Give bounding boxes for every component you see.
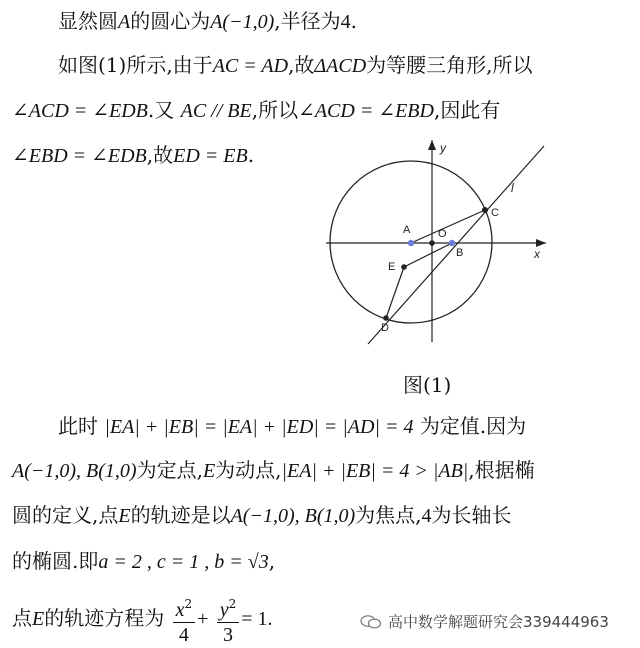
point-D — [383, 315, 389, 321]
label-B: B — [456, 247, 464, 259]
math: A(−1,0) — [210, 11, 275, 33]
label-D: D — [381, 322, 389, 334]
t: 点 — [12, 606, 32, 630]
math: 2 — [184, 597, 193, 611]
t: 此时 — [58, 414, 98, 438]
t: . — [350, 9, 357, 33]
label-E: E — [388, 261, 396, 273]
math: 3 — [223, 624, 234, 646]
watermark-text: 高中数学解题研究会339444963 — [388, 613, 609, 631]
t: 为定点, — [136, 458, 203, 482]
math: A(−1,0), B(1,0) — [12, 460, 137, 482]
watermark — [360, 611, 609, 632]
math: x — [175, 599, 185, 621]
math: 4 — [421, 505, 432, 527]
wechat-icon — [360, 615, 382, 629]
t: 的圆心为 — [130, 9, 211, 33]
math: AC = AD — [212, 55, 289, 77]
point-B — [449, 240, 455, 246]
t: 为等腰三角形,所以 — [366, 53, 533, 77]
label-A: A — [403, 224, 411, 236]
t: . — [247, 143, 255, 167]
math: E — [32, 608, 45, 630]
text-line-7 — [12, 502, 512, 529]
label-l: l — [511, 181, 514, 195]
t: ,根据椭 — [468, 458, 535, 482]
text-line-8 — [12, 548, 275, 575]
math: A — [118, 11, 131, 33]
fraction-y2-over-3 — [217, 592, 240, 647]
line-l — [368, 146, 544, 344]
figure-caption: 图(1) — [403, 373, 452, 397]
math: |EA| + |EB| = 4 > |AB| — [281, 460, 469, 482]
y-axis-arrow — [428, 140, 436, 150]
label-C: C — [491, 207, 499, 219]
math: 4 — [178, 624, 189, 646]
point-E — [401, 264, 407, 270]
t: ,故 — [288, 53, 315, 77]
math: ED = EB — [173, 145, 248, 167]
label-y: y — [440, 141, 446, 155]
t: 如图(1)所示,由于 — [58, 53, 213, 77]
label-x: x — [534, 247, 540, 261]
t: .又 — [147, 98, 175, 122]
text-line-9 — [12, 592, 273, 647]
t: 的椭圆.即 — [12, 549, 99, 573]
math: |EA| + |EB| = |EA| + |ED| = |AD| = 4 — [104, 416, 414, 438]
math: ∠ACD = ∠EBD — [298, 100, 434, 122]
t: 为定值.因为 — [419, 414, 527, 438]
math: a = 2 , c = 1 , b = √3 — [98, 551, 269, 573]
t: 显然圆 — [58, 9, 118, 33]
math: y — [219, 599, 229, 621]
t: ,因此有 — [433, 98, 501, 122]
segment-AC — [411, 210, 485, 243]
t: 为焦点, — [355, 503, 422, 527]
x-axis-arrow — [536, 239, 546, 247]
math: ∠EBD = ∠EDB — [12, 145, 147, 167]
text-line-5 — [58, 413, 526, 440]
point-A — [408, 240, 414, 246]
point-O — [429, 240, 435, 246]
t: 的轨迹方程为 — [44, 606, 165, 630]
math: E — [118, 505, 131, 527]
t: ,故 — [146, 143, 174, 167]
math: = 1. — [241, 608, 273, 630]
math: E — [202, 460, 216, 482]
math: A(−1,0), B(1,0) — [230, 505, 356, 527]
point-C — [482, 207, 488, 213]
math: ∠ACD = ∠EDB — [12, 100, 148, 122]
text-line-6 — [12, 457, 535, 484]
t: ,半径为 — [274, 9, 341, 33]
fraction-x2-over-4 — [173, 592, 196, 647]
t: ,所以 — [251, 98, 299, 122]
math: 4 — [340, 11, 351, 33]
math: AC // BE — [180, 100, 252, 122]
math: 2 — [228, 597, 237, 611]
segment-EB — [404, 243, 452, 267]
segment-DE — [386, 267, 404, 318]
t: , — [268, 549, 276, 573]
math: ΔACD — [314, 55, 367, 77]
math: + — [197, 608, 209, 630]
t: 圆的定义,点 — [12, 503, 119, 527]
t: 的轨迹是以 — [130, 503, 231, 527]
t: 为动点, — [215, 458, 282, 482]
t: 为长轴长 — [431, 503, 512, 527]
label-O: O — [438, 228, 447, 240]
